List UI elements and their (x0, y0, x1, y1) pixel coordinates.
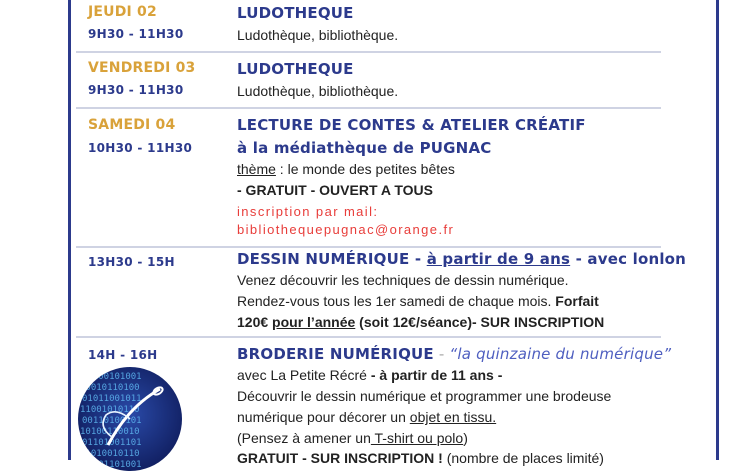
theme-label: thème (237, 161, 276, 177)
title-age: à partir de 9 ans (426, 250, 571, 268)
event-title (237, 250, 686, 268)
svg-text:00110100101: 00110100101 (82, 416, 142, 426)
event-description: Ludothèque, bibliothèque. (237, 83, 399, 99)
title-main: DESSIN NUMÉRIQUE (237, 250, 410, 268)
event-description (237, 314, 604, 330)
email-link[interactable]: bibliothequepugnac@orange.fr (237, 222, 455, 237)
divider (76, 107, 661, 109)
svg-text:01100101001: 01100101001 (82, 372, 142, 382)
desc-part: (nombre de places limité) (442, 450, 604, 466)
event-description (237, 430, 468, 446)
svg-text:11010010110: 11010010110 (80, 449, 140, 459)
desc-underline: objet en tissu. (409, 409, 497, 425)
time-label: 14H - 16H (88, 348, 158, 362)
divider (76, 336, 661, 338)
desc-part: ) (463, 430, 468, 446)
day-label: JEUDI 02 (88, 4, 157, 20)
title-end: - avec lonlon (570, 250, 687, 268)
desc-bold: GRATUIT - SUR INSCRIPTION ! (237, 450, 443, 466)
svg-text:10100110010: 10100110010 (80, 427, 140, 437)
event-description (237, 409, 496, 425)
event-title: LECTURE DE CONTES & ATELIER CRÉATIF (237, 116, 586, 134)
svg-text:00101101001: 00101101001 (82, 460, 142, 470)
theme-line (237, 161, 455, 177)
event-description (237, 293, 599, 309)
day-label: VENDREDI 03 (88, 60, 196, 76)
desc-underline: T-shirt ou polo (370, 430, 464, 446)
desc-bold: - à partir de 11 ans - (370, 367, 503, 383)
event-description: Ludothèque, bibliothèque. (237, 27, 399, 43)
binary-needle-icon (78, 367, 182, 471)
desc-part: Rendez-vous tous les 1er samedi de chaque mois. (237, 293, 556, 309)
event-description (237, 450, 604, 466)
desc-part: avec La Petite Récré (237, 367, 371, 383)
event-description (237, 367, 502, 383)
event-subtitle: à la médiathèque de PUGNAC (237, 139, 492, 157)
desc-part: (Pensez à amener un (237, 430, 371, 446)
title-sep: - (409, 250, 427, 268)
time-label: 10H30 - 11H30 (88, 141, 193, 155)
time-label: 9H30 - 11H30 (88, 27, 184, 41)
event-title: LUDOTHEQUE (237, 4, 354, 22)
divider (76, 246, 661, 248)
price: 120€ (237, 314, 273, 330)
divider (76, 51, 661, 53)
price-detail: (soit 12€/séance)- SUR INSCRIPTION (355, 314, 605, 330)
theme-text: : le monde des petites bêtes (275, 161, 455, 177)
event-title (237, 345, 671, 363)
event-title: LUDOTHEQUE (237, 60, 354, 78)
time-label: 13H30 - 15H (88, 255, 175, 269)
event-description: Venez découvrir les techniques de dessin numérique. (237, 272, 569, 288)
title-main: BRODERIE NUMÉRIQUE (237, 345, 434, 363)
svg-text:01101001101: 01101001101 (82, 438, 142, 448)
svg-text:10010110100: 10010110100 (80, 383, 140, 393)
svg-text:01011001011: 01011001011 (82, 394, 142, 404)
time-label: 9H30 - 11H30 (88, 83, 184, 97)
event-description: Découvrir le dessin numérique et programmer une brodeuse (237, 388, 612, 404)
price-period: pour l’année (272, 314, 356, 330)
inscription-label: inscription par mail: (237, 204, 379, 219)
svg-text:11001010110: 11001010110 (80, 405, 140, 415)
title-quote: “la quinzaine du numérique” (449, 345, 672, 363)
free-line: - GRATUIT - OUVERT A TOUS (237, 182, 433, 198)
desc-part: numérique pour décorer un (237, 409, 410, 425)
desc-bold: Forfait (555, 293, 599, 309)
day-label: SAMEDI 04 (88, 117, 176, 133)
title-sep: - (433, 345, 450, 363)
